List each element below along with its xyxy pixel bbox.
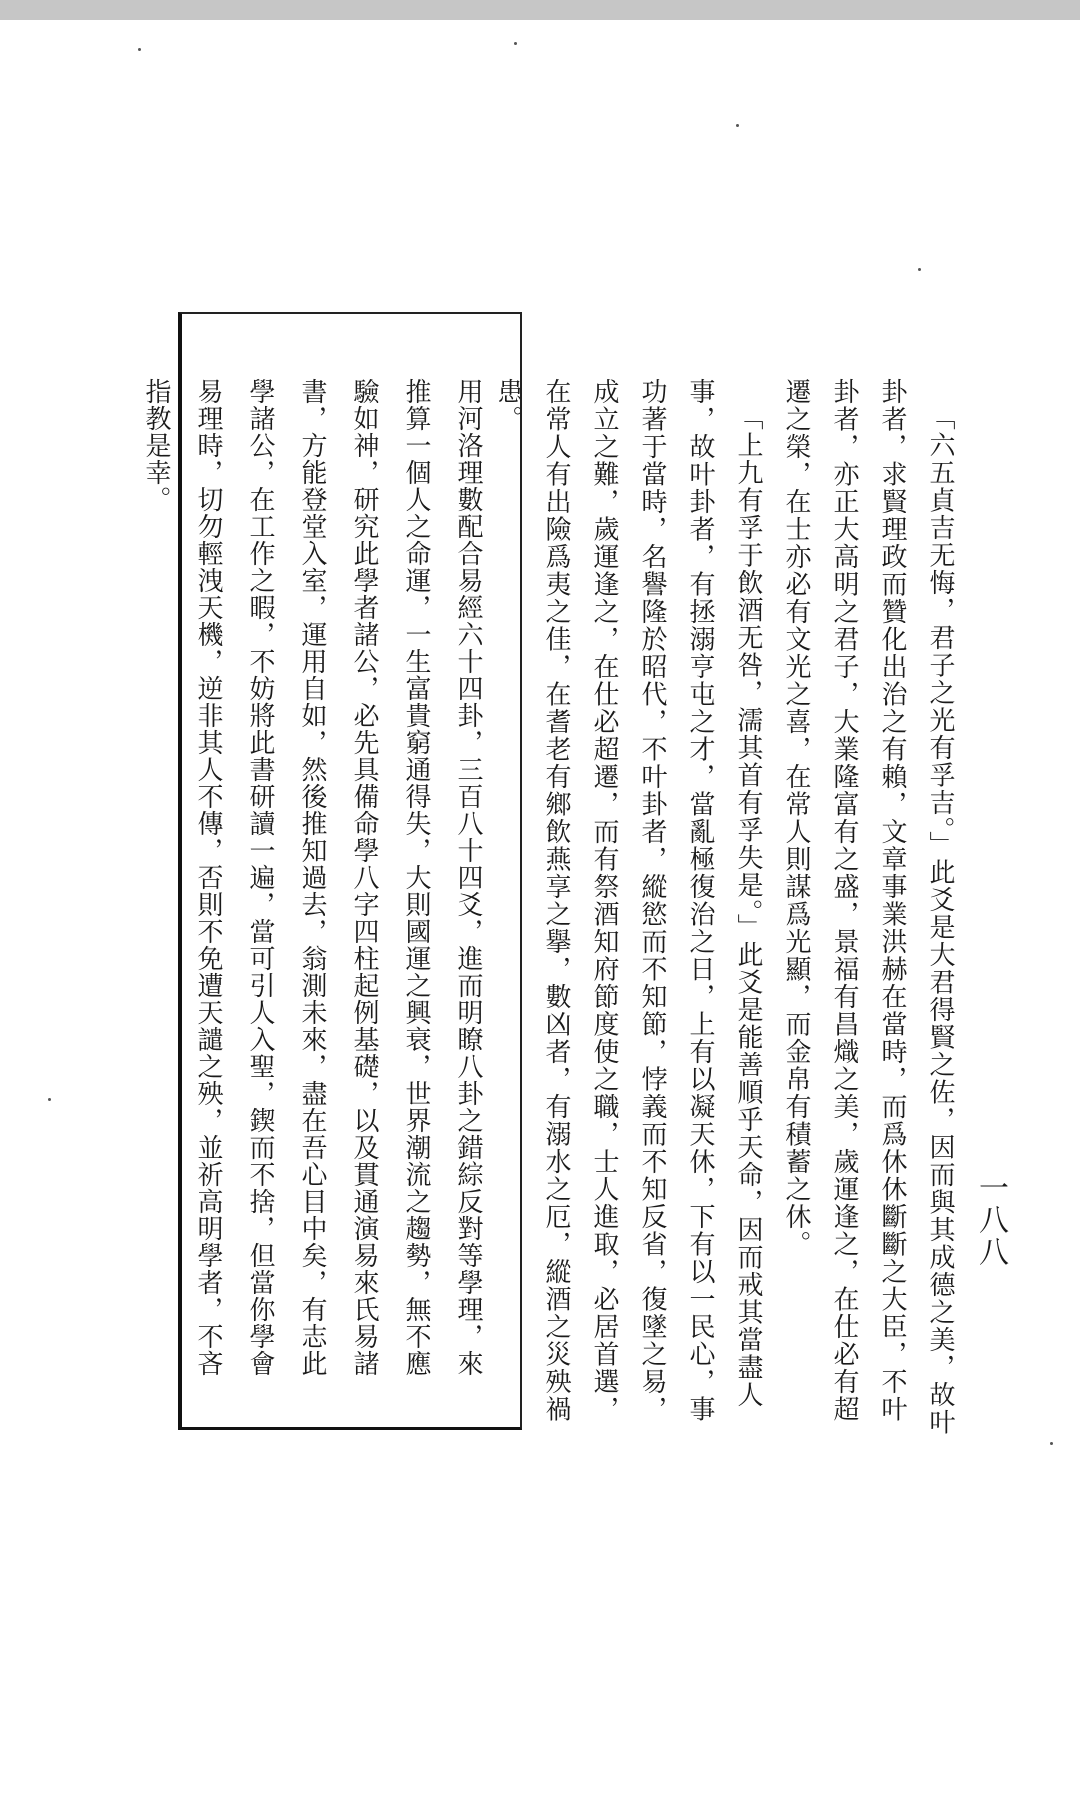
notice-box — [141, 312, 522, 1430]
notice-text — [141, 378, 494, 1398]
top-scan-bar — [0, 0, 1080, 20]
notice-paragraph: 用河洛理數配合易經六十四卦，三百八十四爻，進而明瞭八卦之錯綜反對等學理，來推算一個人之命運，一生富貴窮通得失，大則國運之興衰，世界潮流之趨勢，無不應驗如神，研究此學者諸公，必先具備命學八字四柱起例基礎，以及貫通演易來氏易諸書，方能登堂入室，運用自如，然後推知過去，翁測未來，盡在吾心目中矣，有志此學諸公，在工作之暇，不妨將此書研讀一遍，當可引人入聖，鍥而不捨，但當你學會易理時，切勿輕洩天機，逆非其人不傳，否則不免遭天譴之殃，並祈高明學者，不吝指教是幸。 — [141, 378, 483, 1377]
scan-speck — [48, 1098, 51, 1101]
main-commentary — [493, 378, 964, 1798]
scan-speck — [514, 42, 517, 45]
scan-speck — [1050, 1442, 1053, 1445]
scan-speck — [138, 48, 141, 51]
scan-speck — [918, 268, 921, 271]
page-number: 一八八 — [973, 1172, 1008, 1268]
paragraph-six-five: 「六五貞吉无悔，君子之光有孚吉。」此爻是大君得賢之佐，因而與其成德之美，故叶卦者，求賢理政而贊化出治之有賴，文章事業洪赫在當時，而爲休休斷斷之大臣，不叶卦者，亦正大高明之君子，大業隆富有之盛，景福有昌熾之美，歲運逢之，在仕必有超遷之榮，在士亦必有文光之喜，在常人則謀爲光顯，而金帛有積蓄之休。 — [781, 378, 955, 1436]
paragraph-top-nine: 「上九有孚于飲酒无咎，濡其首有孚失是。」此爻是能善順乎天命，因而戒其當盡人事，故叶卦者，有拯溺亨屯之才，當亂極復治之日，上有以凝天休，下有以一民心，事功著于當時，名譽隆於昭代，不叶卦者，縱慾而不知節，悖義而不知反省，復墜之易，成立之難，歲運逢之，在仕必超遷，而有祭酒知府節度使之職，士人進取，必居首選，在常人有出險爲夷之佳，在耆老有鄉飲燕享之擧，數凶者，有溺水之厄，縱酒之災殃禍患。 — [493, 378, 763, 1423]
scan-speck — [736, 124, 739, 127]
